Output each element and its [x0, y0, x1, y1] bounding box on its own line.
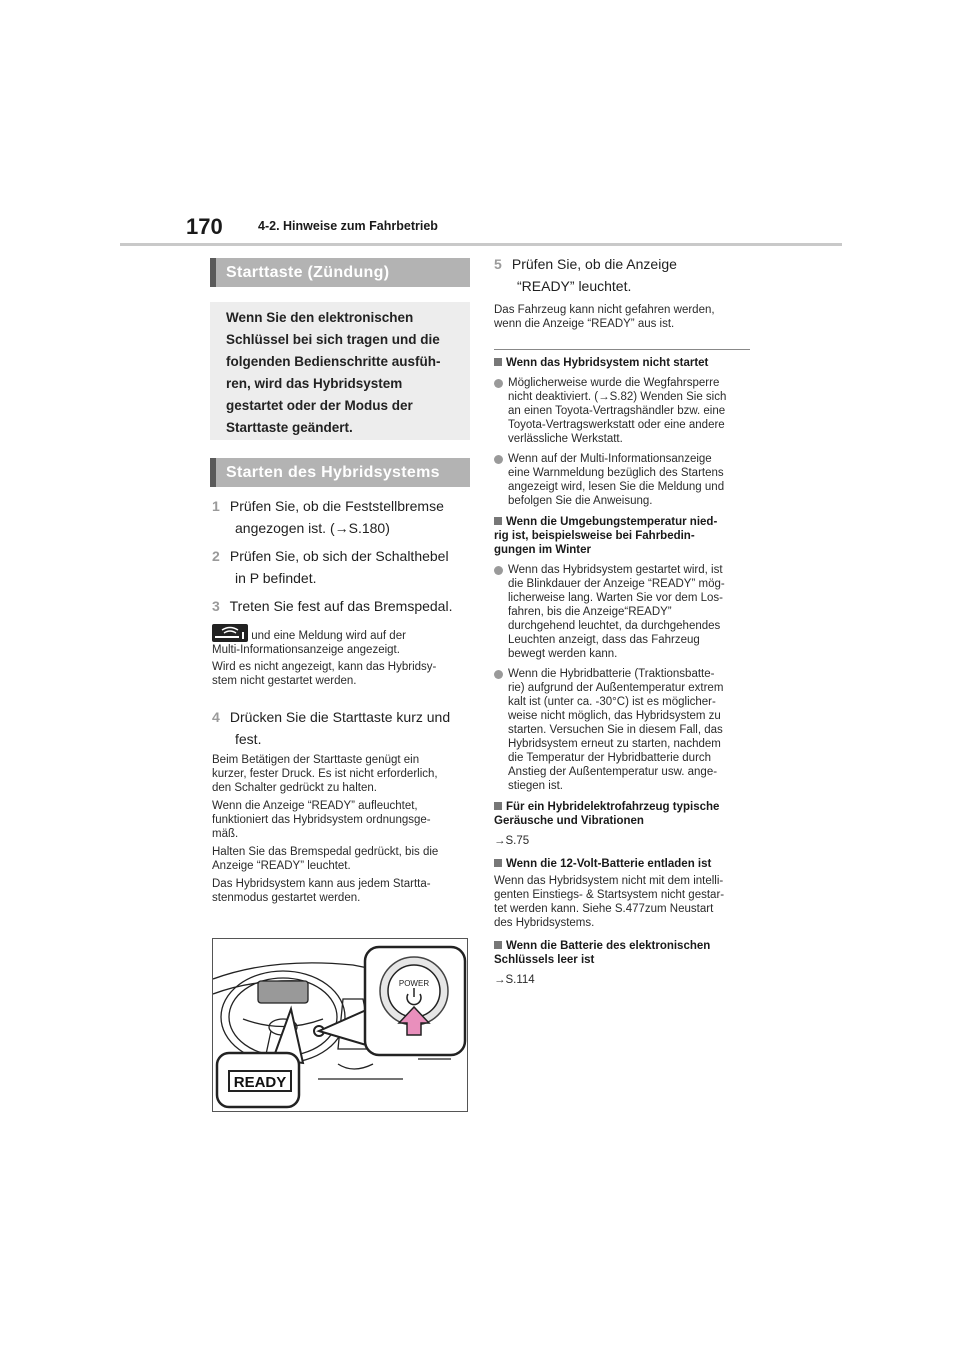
note-heading: Wenn das Hybridsystem nicht startet: [494, 356, 756, 370]
square-bullet-icon: [494, 941, 502, 949]
paragraph: Wenn das Hybridsystem nicht mit dem intelli- genten Einstiegs- & Startsystem nicht gestar- tet werden kann. Siehe S.477zum Neustart des Hybridsystems.: [494, 875, 725, 929]
intro-line: gestartet oder der Modus der: [226, 398, 413, 413]
step-3: [212, 595, 477, 617]
note-text: und eine Meldung wird auf der: [251, 630, 406, 642]
bullet-item: Wenn das Hybridsystem gestartet wird, ist die Blinkdauer der Anzeige “READY” mög- licherweise lang. Warten Sie vor dem Los- fahren, bis die Anzeige“READY” durchgehend leuchtet, da durchgehendes Leuchten anzeigt, dass das Fahrzeug bewegt werden kann.: [494, 563, 756, 661]
note-text: Das Hybridsystem kann aus jedem Startta-: [212, 878, 431, 890]
intro-line: Schlüssel bei sich tragen und die: [226, 332, 440, 347]
step-number: 1: [212, 498, 220, 514]
note-heading: Wenn die Batterie des elektronischen Schlüssels leer ist: [494, 940, 711, 966]
square-bullet-icon: [494, 859, 502, 867]
square-bullet-icon: [494, 517, 502, 525]
step-4: [212, 706, 474, 750]
page-reference: →S.75: [494, 835, 530, 847]
note-text: mäß.: [212, 828, 239, 840]
note-heading: Für ein Hybridelektrofahrzeug typische Geräusche und Vibrationen: [494, 801, 720, 827]
note-heading: Wenn die 12-Volt-Batterie entladen ist: [494, 857, 756, 871]
note-text: Wenn die Anzeige “READY” aufleuchtet,: [212, 800, 418, 812]
step-number: 4: [212, 709, 220, 725]
note-text: den Schalter gedrückt zu halten.: [212, 782, 377, 794]
step-text: angezogen ist. (→S.180): [235, 520, 390, 536]
page-number: 170: [186, 214, 223, 239]
step-2: [212, 545, 472, 589]
intro-line: Starttaste geändert.: [226, 420, 353, 435]
note-text: wenn die Anzeige “READY” aus ist.: [494, 318, 675, 330]
note-text: funktioniert das Hybridsystem ordnungsge-: [212, 814, 431, 826]
starttaste-heading-text: Starttaste (Zündung): [226, 263, 390, 281]
square-bullet-icon: [494, 802, 502, 810]
step-text: Prüfen Sie, ob sich der Schalthebel: [229, 548, 449, 564]
ready-display-label: READY: [233, 1074, 287, 1091]
hybrid-heading: [210, 458, 470, 487]
intro-line: ren, wird das Hybridsystem: [226, 376, 403, 391]
step-text: Prüfen Sie, ob die Feststellbremse: [229, 498, 444, 514]
starttaste-heading: [210, 258, 470, 287]
page-reference: →S.114: [494, 974, 535, 986]
step-text: Drücken Sie die Starttaste kurz und: [229, 709, 451, 725]
dashboard-illustration: [212, 938, 468, 1112]
header-rule: [120, 243, 842, 246]
step-text: “READY” leuchtet.: [517, 278, 632, 294]
step-5: [494, 253, 754, 297]
troubleshooting-notes: [494, 356, 756, 987]
note-text: Multi-Informationsanzeige angezeigt.: [212, 644, 400, 656]
step-number: 3: [212, 598, 220, 614]
note-text: stem nicht gestartet werden.: [212, 675, 357, 687]
bullet-item: Wenn auf der Multi-Informationsanzeige eine Warnmeldung bezüglich des Startens angezeigt wird, lesen Sie die Meldung und befolgen Sie die Anweisung.: [494, 452, 756, 508]
step-text: fest.: [235, 731, 262, 747]
intro-line: Wenn Sie den elektronischen: [226, 310, 414, 325]
step-3-note: [212, 624, 474, 688]
note-text: stenmodus gestartet werden.: [212, 892, 361, 904]
bullet-item: Möglicherweise wurde die Wegfahrsperre nicht deaktiviert. (→S.82) Wenden Sie sich an einen Toyota-Vertragshändler bzw. eine Toyota-Vertragswerkstatt oder eine andere verlässliche Werkstatt.: [494, 376, 756, 446]
divider: [494, 349, 750, 350]
ready-indicator-icon: [212, 624, 248, 642]
note-text: Das Fahrzeug kann nicht gefahren werden,: [494, 304, 715, 316]
note-text: Wird es nicht angezeigt, kann das Hybridsy-: [212, 661, 437, 673]
note-text: Beim Betätigen der Starttaste genügt ein: [212, 754, 420, 766]
note-text: Anzeige “READY” leuchtet.: [212, 860, 351, 872]
step-text: Treten Sie fest auf das Bremspedal.: [229, 598, 453, 614]
hybrid-heading-text: Starten des Hybridsystems: [226, 463, 440, 481]
note-heading: Wenn die Umgebungstemperatur nied- rig ist, beispielsweise bei Fahrbedin- gungen im Winter: [494, 516, 718, 556]
bullet-item: Wenn die Hybridbatterie (Traktionsbatte- rie) aufgrund der Außentemperatur extrem kalt ist (unter ca. -30°C) ist es möglicher- weise nicht möglich, das Hybridsystem zu starten. Versuchen Sie in diesem Fall, das Hybridsystem erneut zu starten, nachdem die Temperatur der Hybridbatterie durch Anstieg der Außentemperatur usw. ange- stiegen ist.: [494, 667, 756, 793]
note-text: kurzer, fester Druck. Es ist nicht erforderlich,: [212, 768, 438, 780]
step-text: Prüfen Sie, ob die Anzeige: [511, 256, 677, 272]
step-1: [212, 495, 472, 539]
note-text: Halten Sie das Bremspedal gedrückt, bis die: [212, 846, 439, 858]
step-5-note: [494, 303, 754, 331]
step-4-notes: [212, 753, 474, 905]
step-number: 2: [212, 548, 220, 564]
intro-box: [210, 302, 470, 440]
square-bullet-icon: [494, 358, 502, 366]
power-button-label: POWER: [398, 979, 430, 988]
section-title: 4-2. Hinweise zum Fahrbetrieb: [258, 219, 438, 233]
intro-line: folgenden Bedienschritte ausfüh-: [226, 354, 441, 369]
step-text: in P befindet.: [235, 570, 317, 586]
step-number: 5: [494, 256, 502, 272]
